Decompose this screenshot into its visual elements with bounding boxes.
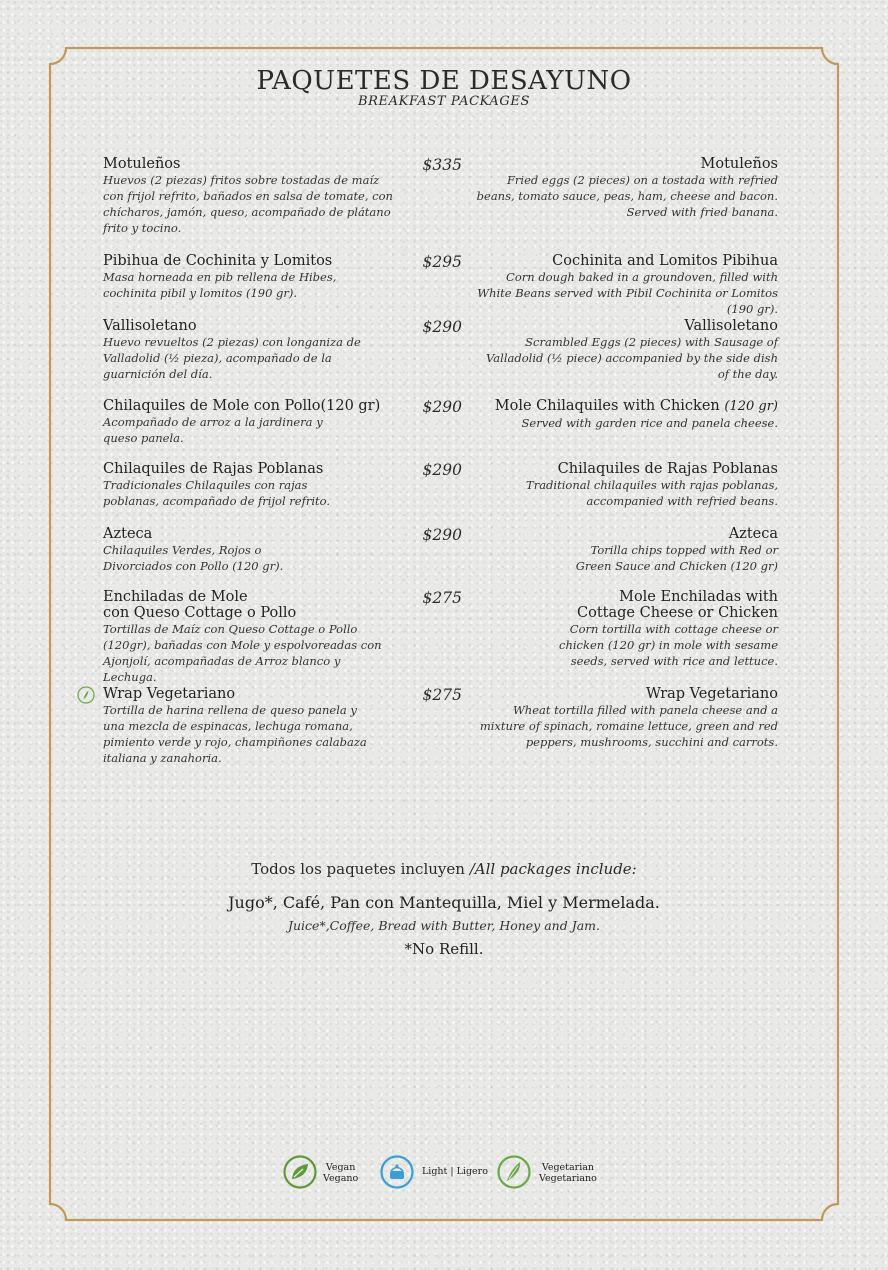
item-desc-es: Tortilla de harina rellena de queso panela y una mezcla de espinacas, lechuga romana, pimiento verde y rojo, champiñones calabaza italiana y zanahoria.	[103, 703, 367, 765]
item-name-en: Motuleños	[700, 156, 778, 172]
item-name-en: Mole Enchiladas with Cottage Cheese or Chicken	[577, 589, 778, 621]
item-name-en: Cochinita and Lomitos Pibihua	[552, 253, 778, 269]
item-name-en: Chilaquiles de Rajas Poblanas	[557, 461, 778, 477]
item-desc-en: Scrambled Eggs (2 pieces) with Sausage of Valladolid (½ piece) accompanied by the side dish of the day.	[486, 335, 778, 381]
item-name-es: Vallisoletano	[103, 318, 197, 334]
item-desc-en: Corn dough baked in a groundoven, filled with White Beans served with Pibil Cochinita or Lomitos (190 gr).	[477, 270, 778, 316]
item-name-es: Chilaquiles de Mole con Pollo(120 gr)	[103, 398, 381, 414]
item-desc-en: Wheat tortilla filled with panela cheese and a mixture of spinach, romaine lettuce, green and red peppers, mushrooms, succhini and carrots.	[479, 703, 778, 749]
footer-intro-es: Todos los paquetes incluyen	[251, 860, 465, 878]
item-desc-es: Huevos (2 piezas) fritos sobre tostadas de maíz con frijol refrito, bañados en salsa de tomate, con chícharos, jamón, queso, acompañado de plátano frito y tocino.	[103, 173, 393, 235]
item-desc-en: Corn tortilla with cottage cheese or chicken (120 gr) in mole with sesame seeds, served with rice and lettuce.	[559, 622, 778, 668]
item-desc-es: Tortillas de Maíz con Queso Cottage o Pollo (120gr), bañadas con Mole y espolvoreadas con Ajonjolí, acompañadas de Arroz blanco y Lechuga.	[103, 622, 382, 684]
legend-vegan	[283, 1152, 363, 1192]
footer-note: *No Refill.	[404, 940, 484, 958]
item-name-es: Chilaquiles de Rajas Poblanas	[103, 461, 324, 477]
item-desc-es: Acompañado de arroz a la jardinera y queso panela.	[103, 415, 323, 445]
item-desc-en: Traditional chilaquiles with rajas poblanas, accompanied with refried beans.	[526, 478, 778, 508]
item-desc-es: Masa horneada en pib rellena de Hibes, cochinita pibil y lomitos (190 gr).	[103, 270, 337, 300]
legend	[0, 1152, 888, 1192]
page-title: PAQUETES DE DESAYUNO	[256, 66, 632, 96]
item-name-en-text: Mole Chilaquiles with Chicken	[494, 398, 720, 414]
item-name-es: Enchiladas de Mole con Queso Cottage o Pollo	[103, 589, 297, 621]
item-price: $275	[422, 686, 462, 704]
legend-vegetarian-es: Vegetariano	[539, 1173, 597, 1184]
item-desc-es: Chilaquiles Verdes, Rojos o Divorciados con Pollo (120 gr).	[103, 543, 284, 573]
item-name-es: Wrap Vegetariano	[103, 686, 236, 702]
footer-intro	[0, 860, 888, 878]
item-price: $290	[422, 318, 462, 336]
item-desc-en: Served with garden rice and panela cheese.	[521, 416, 778, 430]
item-desc-es: Huevo revueltos (2 piezas) con longaniza de Valladolid (½ pieza), acompañado de la guarnición del día.	[103, 335, 361, 381]
item-name-en: Wrap Vegetariano	[645, 686, 778, 702]
vegetarian-icon	[497, 1155, 531, 1189]
item-desc-en: Torilla chips topped with Red or Green Sauce and Chicken (120 gr)	[575, 543, 778, 573]
page-subtitle: BREAKFAST PACKAGES	[358, 94, 530, 109]
item-price: $290	[422, 461, 462, 479]
item-price: $335	[422, 156, 462, 174]
vegetarian-icon	[77, 686, 95, 704]
legend-vegetarian-en: Vegetarian	[541, 1162, 595, 1173]
item-name-en	[476, 398, 778, 415]
item-price: $275	[422, 589, 462, 607]
footer-includes-en: Juice*,Coffee, Bread with Butter, Honey and Jam.	[287, 918, 600, 933]
legend-vegetarian	[497, 1152, 607, 1192]
legend-light-text: Light | Ligero	[422, 1166, 488, 1177]
vegan-icon	[283, 1155, 317, 1189]
legend-light	[380, 1152, 490, 1192]
item-name-es: Motuleños	[103, 156, 181, 172]
item-name-en: Azteca	[728, 526, 778, 542]
footer-includes-es: Jugo*, Café, Pan con Mantequilla, Miel y Mermelada.	[228, 893, 660, 912]
legend-vegan-es: Vegano	[323, 1173, 359, 1184]
item-price: $290	[422, 398, 462, 416]
item-name-es: Pibihua de Cochinita y Lomitos	[103, 253, 333, 269]
item-price: $295	[422, 253, 462, 271]
item-name-es: Azteca	[103, 526, 153, 542]
item-desc-en: Fried eggs (2 pieces) on a tostada with refried beans, tomato sauce, peas, ham, cheese and bacon. Served with fried banana.	[476, 173, 778, 219]
legend-vegan-en: Vegan	[325, 1162, 356, 1173]
item-desc-es: Tradicionales Chilaquiles con rajas poblanas, acompañado de frijol refrito.	[103, 478, 331, 508]
light-icon	[380, 1155, 414, 1189]
footer-intro-en: /All packages include:	[469, 860, 637, 878]
item-price: $290	[422, 526, 462, 544]
item-name-en: Vallisoletano	[684, 318, 778, 334]
item-name-en-weight: (120 gr)	[724, 399, 778, 414]
